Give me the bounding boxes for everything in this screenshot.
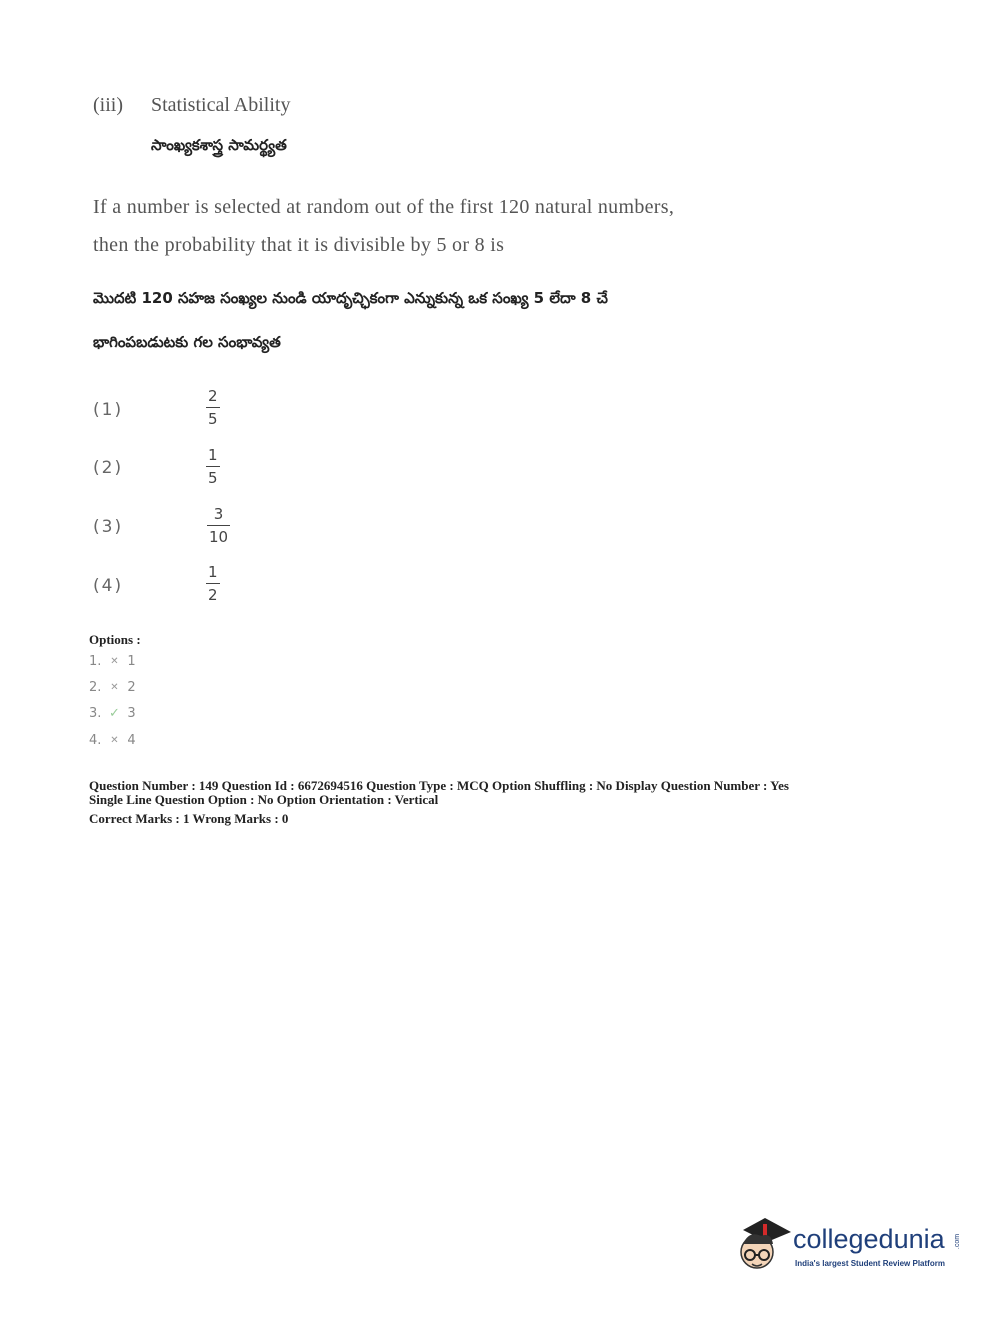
choice-fraction <box>206 447 220 486</box>
fraction-numerator: 3 <box>213 505 224 523</box>
section-title-telugu: సాంఖ్యకశాస్త్ర సామర్థ్యత <box>151 136 287 154</box>
option-index: 4. <box>89 733 102 748</box>
option-row <box>89 733 136 748</box>
question-meta-line1: Question Number : 149 Question Id : 6672694516 Question Type : MCQ Option Shuffling : No Display Question Number : Yes <box>89 778 789 793</box>
fraction-numerator: 1 <box>208 446 218 464</box>
question-meta-line3: Correct Marks : 1 Wrong Marks : 0 <box>89 811 289 826</box>
option-value: 2 <box>127 680 136 695</box>
option-value: 4 <box>127 733 136 748</box>
section-number: (iii) <box>93 94 123 116</box>
choice-fraction <box>206 388 220 427</box>
fraction-bar <box>207 525 230 526</box>
option-row <box>89 706 136 721</box>
choice-label: (2) <box>93 458 124 478</box>
fraction-denominator: 5 <box>208 410 218 428</box>
option-index: 3. <box>89 706 102 721</box>
logo-tagline: India's largest Student Review Platform <box>795 1259 945 1268</box>
section-title: Statistical Ability <box>151 94 291 116</box>
cross-icon: ✕ <box>110 656 119 667</box>
check-icon: ✓ <box>108 706 120 721</box>
fraction-numerator: 1 <box>208 563 218 581</box>
collegedunia-mascot-icon <box>735 1212 795 1282</box>
cross-icon: ✕ <box>110 735 119 746</box>
option-value: 1 <box>127 654 136 669</box>
choice-label: (1) <box>93 400 124 420</box>
option-value: 3 <box>127 706 136 721</box>
cross-icon: ✕ <box>110 682 119 693</box>
option-row <box>89 680 136 695</box>
fraction-denominator: 5 <box>208 469 218 487</box>
choice-label: (4) <box>93 576 124 596</box>
options-title: Options : <box>89 632 141 647</box>
question-text-te-line1: మొదటి 120 సహజ సంఖ్యల నుండి యాదృచ్ఛికంగా ఎన్నుకున్న ఒక సంఖ్య 5 లేదా 8 చే <box>93 289 608 307</box>
fraction-bar <box>206 466 220 467</box>
choice-fraction <box>206 564 220 603</box>
option-index: 1. <box>89 654 102 669</box>
logo-wordmark: collegedunia <box>793 1224 945 1254</box>
fraction-numerator: 2 <box>208 387 218 405</box>
fraction-bar <box>206 583 220 584</box>
option-row <box>89 654 136 669</box>
fraction-denominator: 10 <box>209 528 229 546</box>
choice-label: (3) <box>93 517 124 537</box>
fraction-denominator: 2 <box>208 586 218 604</box>
fraction-bar <box>206 407 220 408</box>
choice-fraction <box>207 506 230 545</box>
question-meta-line2: Single Line Question Option : No Option Orientation : Vertical <box>89 792 439 807</box>
logo-suffix: .com <box>954 1233 962 1250</box>
question-text-te-line2: భాగింపబడుటకు గల సంభావ్యత <box>93 333 281 351</box>
question-text-en-line1: If a number is selected at random out of the first 120 natural numbers, <box>93 196 675 218</box>
question-text-en-line2: then the probability that it is divisible by 5 or 8 is <box>93 234 505 256</box>
option-index: 2. <box>89 680 102 695</box>
